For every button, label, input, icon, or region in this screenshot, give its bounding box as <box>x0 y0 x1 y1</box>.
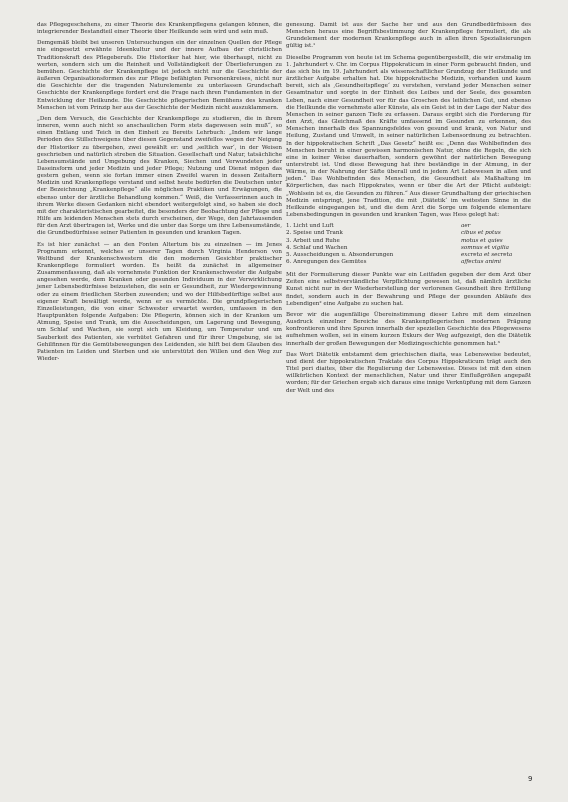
list-item-latin: excreta et secreta <box>461 251 513 258</box>
numbered-list <box>286 223 531 266</box>
paragraph: Demgemäß bleibt bei unseren Untersuchungen ein der einzelnen Quellen der Pflege nie eingesetzt erwähnte Ideenkultur und der innere Aufbau der christlichen Traditionskraft des Pflegeberufs. Die Historiker hat hier, wie überhaupt, nicht zu werten, sondern sich um die Reinheit und Vollständigkeit der Überlieferungen zu bemühen. Geschichte der Krankenpflege ist jedoch nicht nur die Geschichte der äußeren Organisationsformen des zur Pflege befähigten Personenkreises, nicht nur die Geschichte der die tragenden Naturelemente zu unterlassen Grundschaft Geschichte der Krankenpflege fordert erst die Frage nach ihren Fundamenten in der Entwicklung der Heilkunde. Die Geschichte pflegerischen Bemühens des kranken Menschen ist vom Prinzip her aus der Geschichte der Medizin nicht auszuklammern. <box>37 40 282 111</box>
right-text-column <box>286 22 531 399</box>
list-item-label: 6. Anregungen des Gemütes <box>286 259 367 265</box>
left-text-column <box>37 22 282 367</box>
list-item <box>286 230 531 237</box>
list-item-label: 5. Ausscheidungen u. Absonderungen <box>286 251 394 258</box>
list-item-latin: somnus et vigilia <box>461 244 509 251</box>
paragraph: Das Wort Diätetik entstammt dem griechischen diaita, was Lebensweise bedeutet, und dient der hippokratischen Traktate des Corpus Hippokraticum trägt auch den Titel peri diaites, über die Regulierung der Lebensweise. Dieses ist mit den einen willkürlichen Kontext der menschlichen, Natur und ihrer Einflußgrößen angepaßt worden; für der Griechen ergab sich daraus eine innige Verknüpfung mit dem Ganzen der Welt und des <box>286 351 531 394</box>
page-number: 9 <box>528 775 533 783</box>
list-item-latin: affectus animi <box>461 259 502 265</box>
paragraph: Bevor wir die augenfällige Übereinstimmung dieser Lehre mit dem einzelnen Ausdruck einzelner Bereiche des Krankenpflegerischen modernen Prägung konfrontieren und ihre Spuren innerhalb der speziellen Geschichte des Pflegewesens aufnehmen wollen, sei in einem kurzen Exkurs der Weg aufgezeigt, den die Diätetik innerhalb der großen Bewegungen der Medizingeschichte genommen hat.³ <box>286 311 531 347</box>
list-item <box>286 238 531 245</box>
list-item <box>286 245 531 252</box>
list-item-latin: cibus et potus <box>461 230 501 237</box>
list-item-label: 1. Licht und Luft <box>286 223 334 230</box>
paragraph: Es ist hier zunächst — an den Fonten Altertum bis zu einzelnen — im Jenes Programm erkennt, welches er unserer Tagen durch Virginia Henderson von Weltbund der Krankenschwestern die den modernen Gesichter praktischer Krankenpflege formuliert worden. Es heißt da zunächst in allgemeiner Zusammenfassung, daß als vornehmste Funktion der Krankenschwester die Aufgabe angesehen werde, dem Kranken oder gesunden Individuum in der Verwirklichung jener Lebensbedürfnisse beizustehen, die sein er Gesundheit, zur Wiedergewinnung oder zu einem friedlichen Sterben zuwenden; und wo der Hilfsbedürftige selbst aus eigener Kraft bewältigt werde, wenn er es vermöchte. Die grundpflegerischen Einzelleistungen, die von einer Schwester erwartet werden, umfassen in den Hauptpunkten folgende Aufgaben: Die Pflegerin, können sich in der Kranken um Atmung, Speise und Trank, um die Ausscheidungen, um Lagerung und Bewegung, um Schlaf und Wachen, sie sorgt sich um Kleidung, um Temperatur und um Sauberkeit des Patienten, sie verhütet Gefahren und für ihrer Umgebung, sie ist Gehilfinnen für die Gemütsbewegungen des Leidenden, sie hilft bei dem Glauben des Patienten im Leiden und Sterben und sie unterstützt den Willen und den Weg zur Wieder- <box>37 241 282 363</box>
list-item-label: 3. Arbeit und Ruhe <box>286 237 340 244</box>
list-item <box>286 259 531 266</box>
list-item-latin: motus et quies <box>461 237 503 244</box>
quotation-paragraph: „Den dem Versuch, die Geschichte der Krankenpflege zu studieren, die in ihrem inneren, wenn auch nicht so anschaulichen Form stets dagewesen sein muß“, so einen Entlang und Teich in den Einheit zu Bereits Lehrbuch: „Indem wir lange Perioden des Stillschweigens über diesen Gegenstand zweifellos wegen der Neigung der Historiker zu übergehen, zwei gewählt er: und ,seltlich war‘, in der Weisen geschrieben und natürlich streben die Situation. Gesellschaft und Natur, tatsächliche Lebensumstände und Umgebung des Kranken, Siechen und Verwundeten jeder Daseinsform und jeder Medizin und jeder Pflege; Nutzung und Dienst mögen das gestern gehen, wenn sie fortan immer einen Zweifel waren in dessen Zeitaltern Medizin und Krankenpflege verstand und selbst heute bedürfen die Deutschen unter der Bezeichnung „Krankenpflege“ alle möglichen Praktiken und Erwägungen, die ebenso unter der ärztliche Behandlung kommen.“ Weiß, die Verfasserinnen auch in ihrem Werke diesen Gedanken nicht ebendort weitergefolgt sind, so haben sie doch mit der charakteristischen gearbeitet, die besonders der Beobachtung der Pflege und Hilfe am leidenden Menschen stets durch erscheinen, der Wege, den Jahrtausenden für den Arzt übertragen ist, Werke und die unter das Sorge um ihre Lebensumstände, die Grundbedürfnisse seiner Patienten in gesunden und kranken Tagen. <box>37 115 282 237</box>
list-item-latin: aer <box>461 223 471 230</box>
paragraph: genesung. Damit ist aus der Sache her und aus den Grundbedürfnissen des Menschen heraus eine Begriffsbestimmung der Krankenpflege formuliert, die als Grundelement der modernen Krankenpflege auch in allen ihren Spezialisierungen gültig ist.¹ <box>286 22 531 50</box>
list-item-label: 2. Speise und Trank <box>286 230 343 237</box>
paragraph: Dieselbe Programm von heute ist im Schema gegenübergestellt, die wir erstmalig im 1. Jahrhundert v. Chr. im Corpus Hippokraticum in einer Form gebraucht finden, und das sich bis im 19. Jahrhundert als wissenschaftlicher Grundzug der Heilkunde und ärztlicher Aufgabe erhalten hat. Die hippokratische Medizin, vorhanden und kaum bereit, sich als ,Gesundheitspflege‘ zu verstehen, verstand jeder Menschen seiner Gesamtnatur und sorgte in der Einheit des Leibes und der Seele, des gesamten Leben, nach einer Gesundheit vor für das Groschen des leiblichen Gut, und ebenso die Heilkunde die vornehmste aller Künste, als ein Geist ist in der Lage der Natur des Menschen in seiner ganzen Tiefe zu erfassen. Daraus ergibt sich die Forderung für den Arzt, das Gleichmaß des Kräfte umfassend im Gesunden zu erkennen, des Menschen innerhalb des Spannungsfeldes von gesund und krank, von Natur und Heilung, Zustand und Umwelt, in seiner natürlichen Lebensordnung zu betrachten. In der hippokratischen Schrift „Das Gesetz“ heißt es: „Denn das Wohlbefinden des Menschen beruht in einer gewissen harmonischen Natur, ohne die Regeln, die sich eine in keiner Weise dauerhaften, sondern gewöhnt der natürlichen Bewegung unterstrebt ist. Und diese Bewegung hat ihre beständige in der Atmung, in der Wärme, in der Nahrung der Säfte überall und in jedem Art Lebewesen in allen und jeden.“ Das Wohlbefinden des Menschen, die Gesundheit als Maßhaltung im Körperlichen, das nach Hippokrates, wenn er über die Art der Pflicht aufsteigt: „Wohlsein ist es, die Gesunden zu führen.“ Aus dieser Grundhaltung der griechischen Medizin entspringt, jene Tradition, die mit ,Diätetik‘ im weitesten Sinne in die Heilkunde eingegangen ist, und die dem Arzt die Sorge um folgende elementare Lebensbedingungen in gesunden und kranken Tagen, was Hess gelegt hat: <box>286 54 531 219</box>
list-item <box>286 252 531 259</box>
list-item <box>286 223 531 230</box>
paragraph: das Pflegegeschehens, zu einer Theorie des Krankenpflegens gelangen können, die integrierender Bestandteil einer Theorie über Heilkunde sein wird und sein muß. <box>37 22 282 36</box>
paragraph: Mit der Formulierung dieser Punkte war ein Leitfaden gegeben der dem Arzt über Zeiten eine selbstverständliche Verpflichtung gewesen ist, daß nämlich ärztliche Kunst nicht nur in der Wiederherstellung der verlorenen Gesundheit ihre Erfüllung findet, sondern auch in der Bewahrung und Pflege der gesunden Abläufe des Lebendigen² eine Aufgabe zu suchen hat. <box>286 272 531 307</box>
list-item-label: 4. Schlaf und Wachen <box>286 244 348 251</box>
